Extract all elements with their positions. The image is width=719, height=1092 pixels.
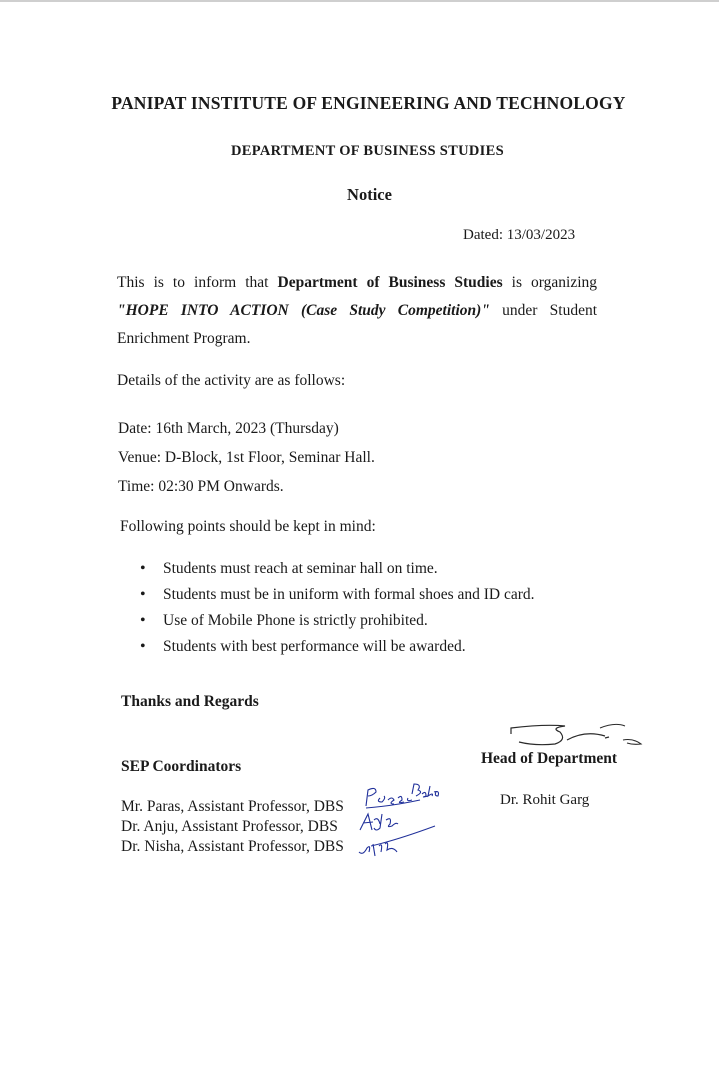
event-time: Time: 02:30 PM Onwards. bbox=[118, 478, 284, 495]
points-list bbox=[140, 556, 535, 660]
list-item: • Students must be in uniform with formal shoes and ID card. bbox=[140, 582, 535, 608]
coordinator-anju: Dr. Anju, Assistant Professor, DBS bbox=[121, 818, 338, 835]
intro-text-3: under Student Enrichment Program. bbox=[117, 302, 598, 347]
list-item: • Students must reach at seminar hall on time. bbox=[140, 556, 535, 582]
hod-signature bbox=[505, 718, 650, 754]
points-heading: Following points should be kept in mind: bbox=[120, 518, 376, 535]
event-name: "HOPE INTO ACTION (Case Study Competition)" bbox=[117, 302, 490, 319]
list-item: • Students with best performance will be awarded. bbox=[140, 634, 535, 660]
intro-text-1: This is to inform that bbox=[117, 274, 269, 291]
list-item: • Use of Mobile Phone is strictly prohibited. bbox=[140, 608, 535, 634]
intro-text-2: is organizing bbox=[511, 274, 598, 291]
coordinators-heading: SEP Coordinators bbox=[121, 758, 242, 775]
event-date: Date: 16th March, 2023 (Thursday) bbox=[118, 420, 339, 437]
hod-title: Head of Department bbox=[481, 750, 618, 767]
details-heading: Details of the activity are as follows: bbox=[117, 372, 346, 389]
event-details bbox=[118, 414, 375, 501]
top-border bbox=[0, 0, 719, 2]
department-name: DEPARTMENT OF BUSINESS STUDIES bbox=[231, 143, 504, 159]
intro-department: Department of Business Studies bbox=[277, 274, 503, 291]
coordinator-nisha: Dr. Nisha, Assistant Professor, DBS bbox=[121, 838, 344, 855]
coordinator-paras: Mr. Paras, Assistant Professor, DBS bbox=[121, 798, 344, 815]
coordinators-list bbox=[121, 797, 344, 857]
thanks-regards: Thanks and Regards bbox=[121, 693, 259, 710]
nisha-signature bbox=[357, 822, 437, 862]
paras-signature bbox=[362, 780, 442, 810]
event-venue: Venue: D-Block, 1st Floor, Seminar Hall. bbox=[118, 449, 375, 466]
institute-name: PANIPAT INSTITUTE OF ENGINEERING AND TECHNOLOGY bbox=[111, 93, 626, 113]
notice-date: Dated: 13/03/2023 bbox=[463, 227, 576, 243]
notice-title: Notice bbox=[347, 185, 392, 204]
hod-name: Dr. Rohit Garg bbox=[500, 792, 590, 808]
intro-paragraph bbox=[117, 269, 597, 353]
